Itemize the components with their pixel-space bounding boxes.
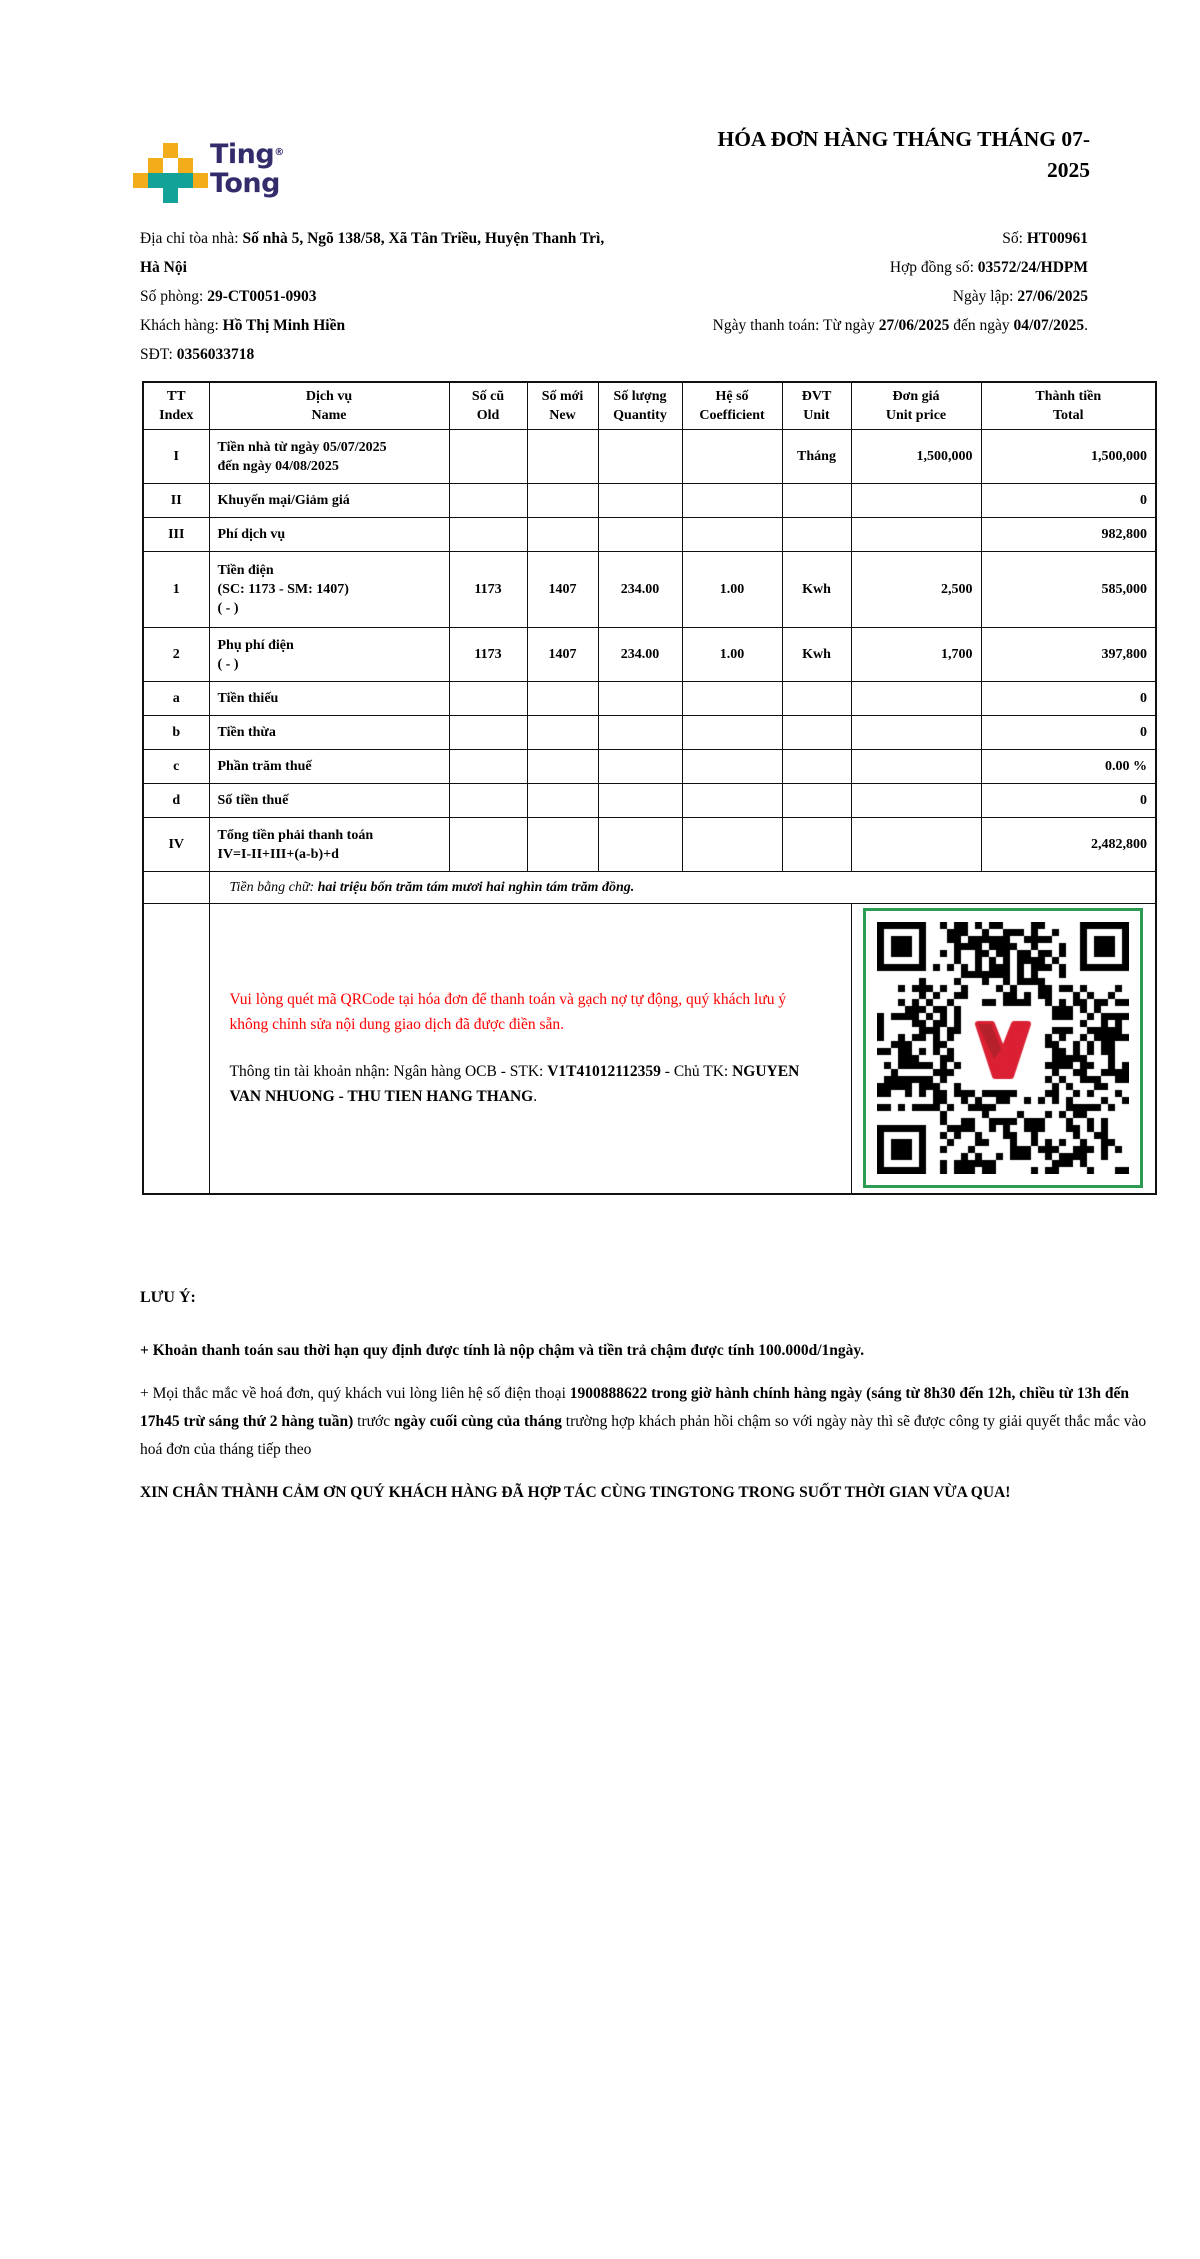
notes-heading: LƯU Ý: — [140, 1289, 196, 1306]
table-row-shortage: a Tiền thiếu 0 — [143, 682, 1156, 716]
col-header-new: Số mới New — [527, 382, 598, 430]
qr-payment-row — [143, 904, 1156, 1194]
brand-logo — [133, 138, 423, 208]
support-note: + Mọi thắc mắc về hoá đơn, quý khách vui lòng liên hệ số điện thoại 1900888622 trong giờ hành chính hàng ngày (sáng từ 8h30 đến 12h, chiều từ 13h đến 17h45 trừ sáng thứ 2 hàng tuần) trước ngày cuối cùng của tháng trường hợp khách phản hồi chậm so với ngày này thì sẽ được công ty giải quyết thắc mắc vào hoá đơn của tháng tiếp theo — [140, 1385, 1147, 1458]
issue-date-line: Ngày lập: 27/06/2025 — [952, 288, 1088, 305]
table-row-rent: I Tiền nhà từ ngày 05/07/2025 đến ngày 04/08/2025 Tháng 1,500,000 1,500,000 — [143, 430, 1156, 484]
address-line: Địa chỉ tòa nhà: Số nhà 5, Ngõ 138/58, Xã Tân Triều, Huyện Thanh Trì, Hà Nội — [140, 230, 605, 276]
building-info — [140, 224, 612, 369]
payment-period-line: Ngày thanh toán: Từ ngày 27/06/2025 đến ngày 04/07/2025. — [712, 317, 1088, 334]
invoice-table — [142, 381, 1157, 1195]
thanks-note: XIN CHÂN THÀNH CẢM ƠN QUÝ KHÁCH HÀNG ĐÃ HỢP TÁC CÙNG TINGTONG TRONG SUỐT THỜI GIAN VỪA QUA! — [140, 1484, 1011, 1501]
late-payment-note: + Khoản thanh toán sau thời hạn quy định được tính là nộp chậm và tiền trả chậm được tính 100.000d/1ngày. — [140, 1342, 865, 1359]
table-row-tax-percent: c Phần trăm thuế 0.00 % — [143, 750, 1156, 784]
customer-line: Khách hàng: Hồ Thị Minh Hiền — [140, 317, 346, 334]
payment-instructions — [209, 904, 851, 1194]
qr-code — [863, 908, 1143, 1188]
table-row-electricity: 1 Tiền điện (SC: 1173 - SM: 1407) ( - ) 1173 1407 234.00 1.00 Kwh 2,500 585,000 — [143, 552, 1156, 628]
amount-in-words-row — [143, 872, 1156, 904]
col-header-unit-price: Đơn giá Unit price — [851, 382, 981, 430]
registered-mark: ® — [274, 147, 284, 158]
col-header-index: TT Index — [143, 382, 209, 430]
col-header-quantity: Số lượng Quantity — [598, 382, 682, 430]
col-header-coefficient: Hệ số Coefficient — [682, 382, 782, 430]
qr-scan-notice: Vui lòng quét mã QRCode tại hóa đơn để thanh toán và gạch nợ tự động, quý khách lưu ý không chỉnh sửa nội dung giao dịch đã được điền sẵn. — [229, 991, 787, 1034]
table-header-row — [143, 382, 1156, 430]
table-row-electricity-surcharge: 2 Phụ phí điện ( - ) 1173 1407 234.00 1.00 Kwh 1,700 397,800 — [143, 628, 1156, 682]
table-row-service-fee: III Phí dịch vụ 982,800 — [143, 518, 1156, 552]
bank-account-info: Thông tin tài khoản nhận: Ngân hàng OCB - STK: V1T41012112359 - Chủ TK: NGUYEN VAN NHUONG - THU TIEN HANG THANG. — [229, 1063, 800, 1106]
table-row-surplus: b Tiền thừa 0 — [143, 716, 1156, 750]
col-header-total: Thành tiền Total — [981, 382, 1156, 430]
logo-wordmark: Ting® Tong — [210, 139, 284, 199]
col-header-old: Số cũ Old — [449, 382, 527, 430]
logo-pixel-art-icon — [133, 143, 208, 203]
amount-in-words: Tiền bằng chữ: hai triệu bốn trăm tám mươi hai nghìn tám trăm đồng. — [209, 872, 1156, 904]
invoice-number-line: Số: HT00961 — [1002, 230, 1088, 247]
contract-number-line: Hợp đồng số: 03572/24/HDPM — [889, 259, 1088, 276]
document-title: HÓA ĐƠN HÀNG THÁNG THÁNG 07- 2025 — [717, 127, 1090, 182]
footer-notes — [140, 1284, 1148, 1507]
phone-line: SĐT: 0356033718 — [140, 346, 255, 363]
table-row-grand-total: IV Tổng tiền phải thanh toán IV=I-II+III+(a-b)+d 2,482,800 — [143, 818, 1156, 872]
invoice-meta — [600, 224, 1088, 340]
col-header-unit: ĐVT Unit — [782, 382, 851, 430]
qr-canvas — [877, 922, 1129, 1174]
qr-code-cell — [851, 904, 1156, 1194]
table-row-tax-amount: d Số tiền thuế 0 — [143, 784, 1156, 818]
table-row-discount: II Khuyến mại/Giảm giá 0 — [143, 484, 1156, 518]
col-header-name: Dịch vụ Name — [209, 382, 449, 430]
room-line: Số phòng: 29-CT0051-0903 — [140, 288, 317, 305]
